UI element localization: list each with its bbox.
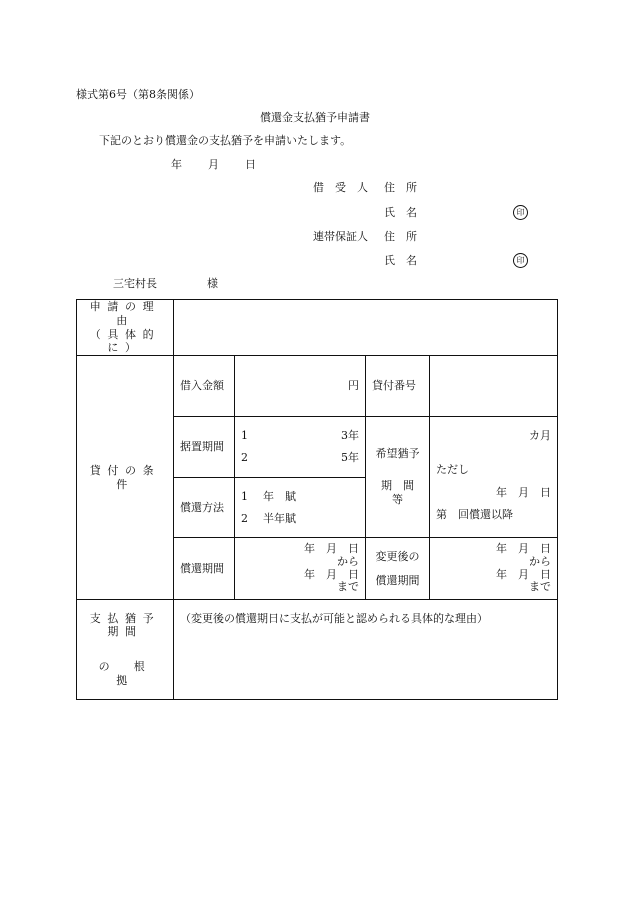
- basis-input[interactable]: [174, 600, 558, 700]
- changed-period-label-sub: 償還期間: [375, 573, 420, 587]
- guarantor-name-label: 氏 名: [384, 254, 417, 267]
- loan-number-label: 貸付番号: [366, 356, 430, 417]
- repay-option-1-number: 1: [241, 489, 248, 503]
- changed-period-label: 変更後の: [375, 549, 420, 563]
- date-day: 日: [245, 158, 256, 171]
- changed-period-start-date: 年 月 日: [496, 542, 551, 556]
- guarantor-seal-mark: 印: [513, 253, 528, 268]
- loan-amount-input[interactable]: [235, 356, 366, 417]
- repay-period-until: まで: [337, 580, 359, 594]
- borrower-address-label: 住 所: [384, 181, 417, 194]
- deferment-options[interactable]: [235, 417, 366, 478]
- repay-period-label: 償還期間: [174, 538, 235, 600]
- requested-period-label-cell: [366, 417, 430, 538]
- borrower-label: 借 受 人: [313, 181, 368, 194]
- changed-period-input[interactable]: [430, 538, 558, 600]
- repay-method-options[interactable]: [235, 478, 366, 538]
- requested-period-label-sub: 期 間 等: [381, 479, 425, 506]
- date-month: 月: [208, 158, 219, 171]
- deferment-option-1-number: 1: [241, 429, 248, 443]
- repay-period-from: から: [337, 554, 359, 568]
- changed-period-from: から: [529, 554, 551, 568]
- repay-period-end-date: 年 月 日: [304, 567, 359, 581]
- requested-period-input[interactable]: [430, 417, 558, 538]
- conditions-label-cell: [77, 356, 174, 600]
- date-year: 年: [171, 158, 182, 171]
- however-text: ただし: [436, 462, 469, 476]
- changed-period-end-date: 年 月 日: [496, 567, 551, 581]
- repay-period-input[interactable]: [235, 538, 366, 600]
- requested-date: 年 月 日: [496, 485, 551, 499]
- guarantor-address-label: 住 所: [384, 230, 417, 243]
- repay-method-label: 償還方法: [174, 478, 235, 538]
- conditions-label: 貸付の条件: [89, 463, 161, 491]
- deferment-option-2-number: 2: [241, 451, 248, 464]
- borrower-seal-mark: 印: [513, 205, 528, 220]
- repay-option-2-value: 半年賦: [263, 511, 296, 525]
- repay-period-start-date: 年 月 日: [304, 542, 359, 556]
- reason-label-cell: [77, 300, 174, 356]
- deferment-option-2-value: 5年: [341, 451, 359, 464]
- reason-input[interactable]: [174, 300, 558, 356]
- requested-period-label: 希望猶予: [375, 447, 420, 461]
- basis-label-cell: [77, 600, 174, 700]
- deferment-label: 据置期間: [174, 417, 235, 478]
- basis-label: 支払猶予期間: [89, 611, 161, 639]
- addressee-honorific: 様: [207, 277, 218, 290]
- changed-period-label-cell: [366, 538, 430, 600]
- loan-amount-label: 借入金額: [174, 356, 235, 417]
- intro-text: 下記のとおり償還金の支払猶予を申請いたします。: [99, 134, 352, 147]
- changed-period-until: まで: [529, 580, 551, 594]
- from-installment-text: 第 回償還以降: [436, 508, 513, 522]
- application-form-table: [76, 299, 558, 700]
- borrower-name-label: 氏 名: [384, 206, 417, 219]
- basis-label-sub: の 根 拠: [98, 660, 170, 687]
- guarantor-label: 連帯保証人: [313, 230, 368, 243]
- form-number: 様式第6号（第8条関係）: [76, 88, 200, 101]
- months-unit: カ月: [529, 429, 551, 442]
- document-title: 償還金支払猶予申請書: [260, 111, 370, 124]
- loan-number-input[interactable]: [430, 356, 558, 417]
- deferment-option-1-value: 3年: [341, 429, 359, 443]
- addressee-mayor: 三宅村長: [113, 277, 157, 290]
- repay-option-1-value: 年 賦: [263, 489, 296, 503]
- basis-note: （変更後の償還期日に支払が可能と認められる具体的な理由）: [180, 612, 488, 625]
- repay-option-2-number: 2: [241, 511, 248, 525]
- reason-label-sub: （具体的に）: [89, 327, 161, 355]
- yen-unit: 円: [348, 379, 359, 393]
- reason-label: 申請の理由: [89, 300, 161, 327]
